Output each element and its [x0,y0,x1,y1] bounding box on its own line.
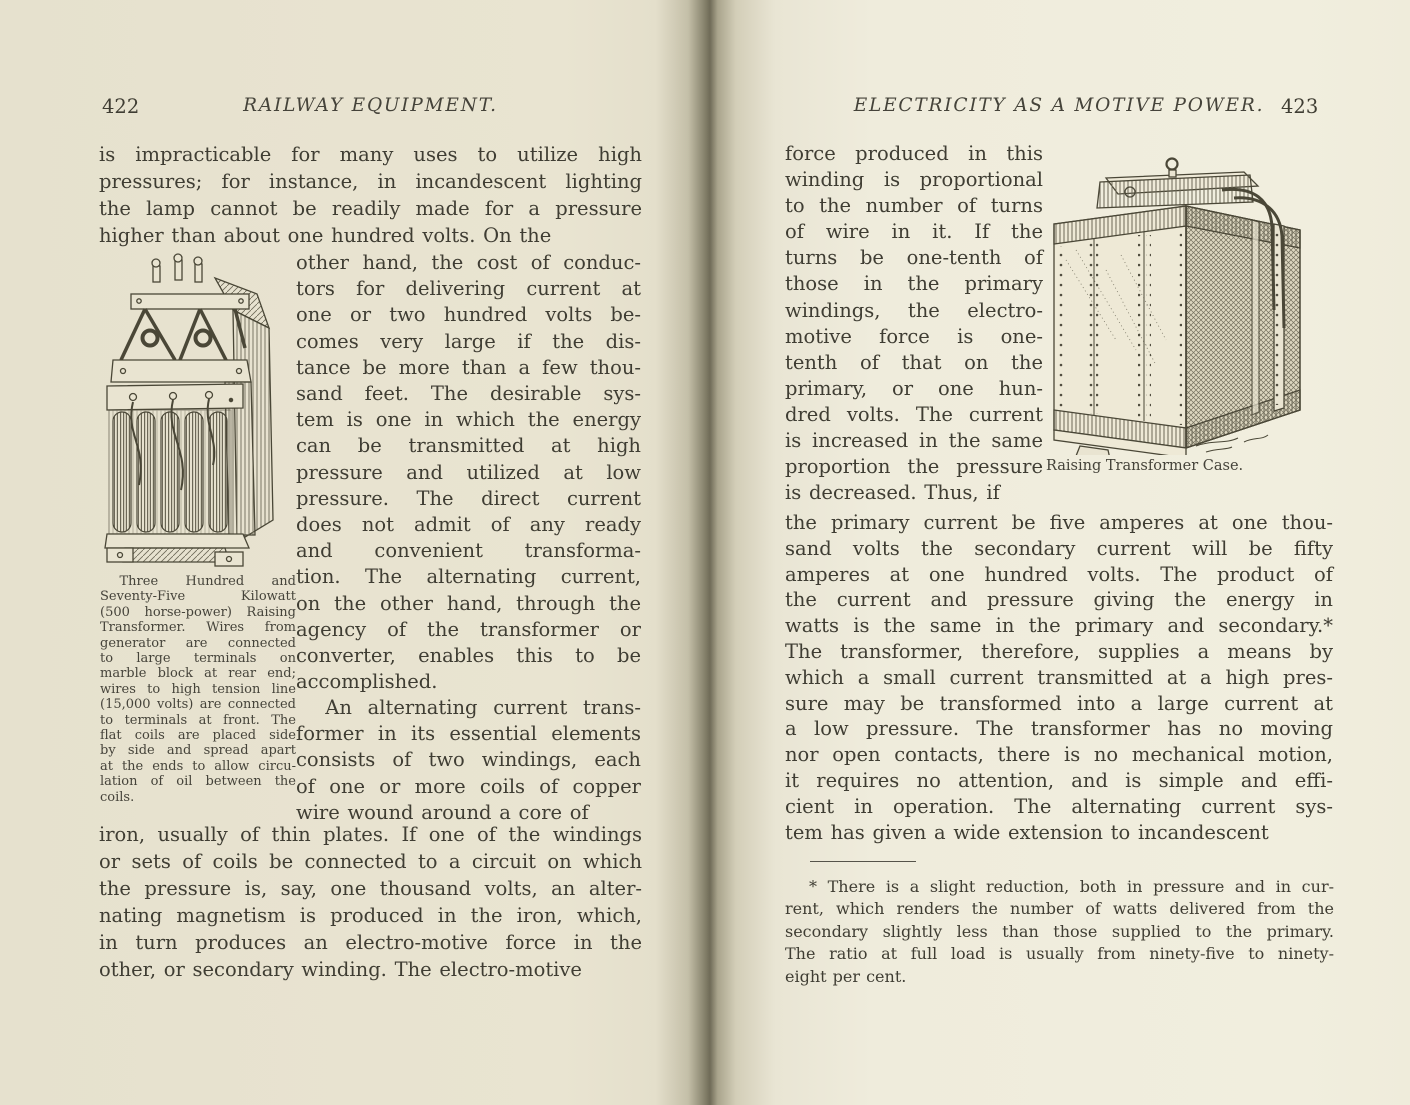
text-line: to large terminals on [100,651,296,667]
text-line: flat coils are placed side [100,728,296,744]
text-line: sure may be transformed into a large current at [785,691,1333,715]
intro-paragraph [99,141,642,249]
text-line: and convenient transforma- [296,539,641,563]
text-line: proportion the pressure [785,455,1043,479]
text-line: wires to high tension line [100,681,296,697]
text-line: secondary slightly less than those supplied to the primary. [785,921,1334,941]
text-line: in turn produces an electro-motive force in the [99,931,642,954]
text-line: cient in operation. The alternating current sys- [785,794,1333,818]
transformer-case-engraving [1046,150,1314,455]
text-line: by side and spread apart [100,743,296,759]
full-paragraph-right [785,510,1333,845]
text-line: tem is one in which the energy [296,408,641,432]
text-line: of one or more coils of copper [296,774,641,798]
text-line: at the ends to allow circu- [100,758,296,774]
text-line: former in its essential elements [296,722,641,746]
text-line: motive force is one- [785,324,1043,348]
text-line: pressures; for instance, in incandescent lighting [99,170,642,193]
text-line: dred volts. The current [785,402,1043,426]
text-line: iron, usually of thin plates. If one of the windings [99,823,642,846]
text-line: other, or secondary winding. The electro-motive [99,958,582,981]
text-line: sand feet. The desirable sys- [296,382,641,406]
footnote [785,876,1334,988]
text-line: tance be more than a few thou- [296,355,641,379]
text-line: comes very large if the dis- [296,329,641,353]
text-line: An alternating current trans- [325,696,641,719]
text-line: higher than about one hundred volts. On the [99,224,552,247]
text-line: the current and pressure giving the energy in [785,588,1333,612]
column-paragraph-right [785,141,1043,506]
text-line: rent, which renders the number of watts delivered from the [785,899,1334,919]
text-line: is impracticable for many uses to utilize high [99,143,642,166]
text-line: on the other hand, through the [296,591,641,615]
running-head-left: RAILWAY EQUIPMENT. [243,95,498,116]
text-line: converter, enables this to be [296,644,641,668]
text-line: accomplished. [296,670,438,694]
text-line: The ratio at full load is usually from ninety-five to ninety- [785,944,1334,964]
text-line: those in the primary [785,272,1043,296]
text-line: pressure. The direct current [296,486,641,510]
text-line: turns be one-tenth of [785,246,1043,270]
text-line: watts is the same in the primary and secondary.* [785,614,1333,638]
text-line: (15,000 volts) are connected [100,697,296,713]
text-line: wire wound around a core of [296,800,589,824]
text-line: agency of the transformer or [296,617,641,641]
text-line: tenth of that on the [785,350,1043,374]
text-line: which a small current transmitted at a high pres- [785,665,1333,689]
text-line: eight per cent. [785,966,907,986]
caption-text: Raising Transformer Case. [1046,458,1244,474]
bottom-paragraph-left [99,821,642,983]
text-line: winding is proportional [785,168,1043,192]
text-line: primary, or one hun- [785,376,1043,400]
text-line: one or two hundred volts be- [296,303,641,327]
text-line: pressure and utilized at low [296,460,641,484]
text-line: the pressure is, say, one thousand volts, an alter- [99,877,642,900]
figure-raising-transformer [95,250,291,572]
text-line: (500 horse-power) Raising [100,604,296,620]
text-line: amperes at one hundred volts. The product of [785,562,1333,586]
text-line: the primary current be five amperes at one thou- [785,511,1333,534]
text-line: other hand, the cost of conduc- [296,251,641,274]
text-line: nor open contacts, there is no mechanical motion, [785,743,1333,767]
raising-transformer-engraving [95,250,291,572]
text-line: tion. The alternating current, [296,565,641,589]
text-line: to the number of turns [785,194,1043,218]
text-line: The transformer, therefore, supplies a means by [785,639,1333,663]
text-line: the lamp cannot be readily made for a pressure [99,197,642,220]
text-line: tors for delivering current at [296,277,641,301]
figure-caption-left [100,574,296,805]
text-line: of wire in it. If the [785,220,1043,244]
text-line: tem has given a wide extension to incandescent [785,820,1269,844]
text-line: consists of two windings, each [296,748,641,772]
text-line: to terminals at front. The [100,712,296,728]
text-line: Seventy-Five Kilowatt [100,589,296,605]
text-line: nating magnetism is produced in the iron, which, [99,904,642,927]
wrapped-paragraph-1 [296,250,641,695]
text-line: marble block at rear end; [100,666,296,682]
text-line: lation of oil between the [100,774,296,790]
text-line: force produced in this [785,142,1043,165]
page-423 [710,0,1410,1105]
footnote-separator [810,861,916,862]
text-line: * There is a slight reduction, both in pressure and in cur- [809,877,1334,896]
figure-transformer-case [1046,150,1314,455]
text-line: generator are connected [100,635,296,651]
text-line: Three Hundred and [119,574,296,589]
text-line: can be transmitted at high [296,434,641,458]
figure-caption-right [1046,458,1314,474]
text-line: coils. [100,789,135,805]
text-line: sand volts the secondary current will be fifty [785,536,1333,560]
text-line: it requires no attention, and is simple and effi- [785,768,1333,792]
text-line: a low pressure. The transformer has no moving [785,717,1333,741]
page-number-left: 422 [102,95,140,118]
text-line: windings, the electro- [785,298,1043,322]
page-number-right: 423 [1281,95,1319,118]
wrapped-paragraph-2 [296,695,641,826]
text-line: does not admit of any ready [296,513,641,537]
text-line: Transformer. Wires from [100,620,296,636]
running-head-right: ELECTRICITY AS A MOTIVE POWER. [853,95,1265,116]
text-line: or sets of coils be connected to a circuit on which [99,850,642,873]
text-line: is decreased. Thus, if [785,481,1000,505]
text-line: is increased in the same [785,429,1043,453]
